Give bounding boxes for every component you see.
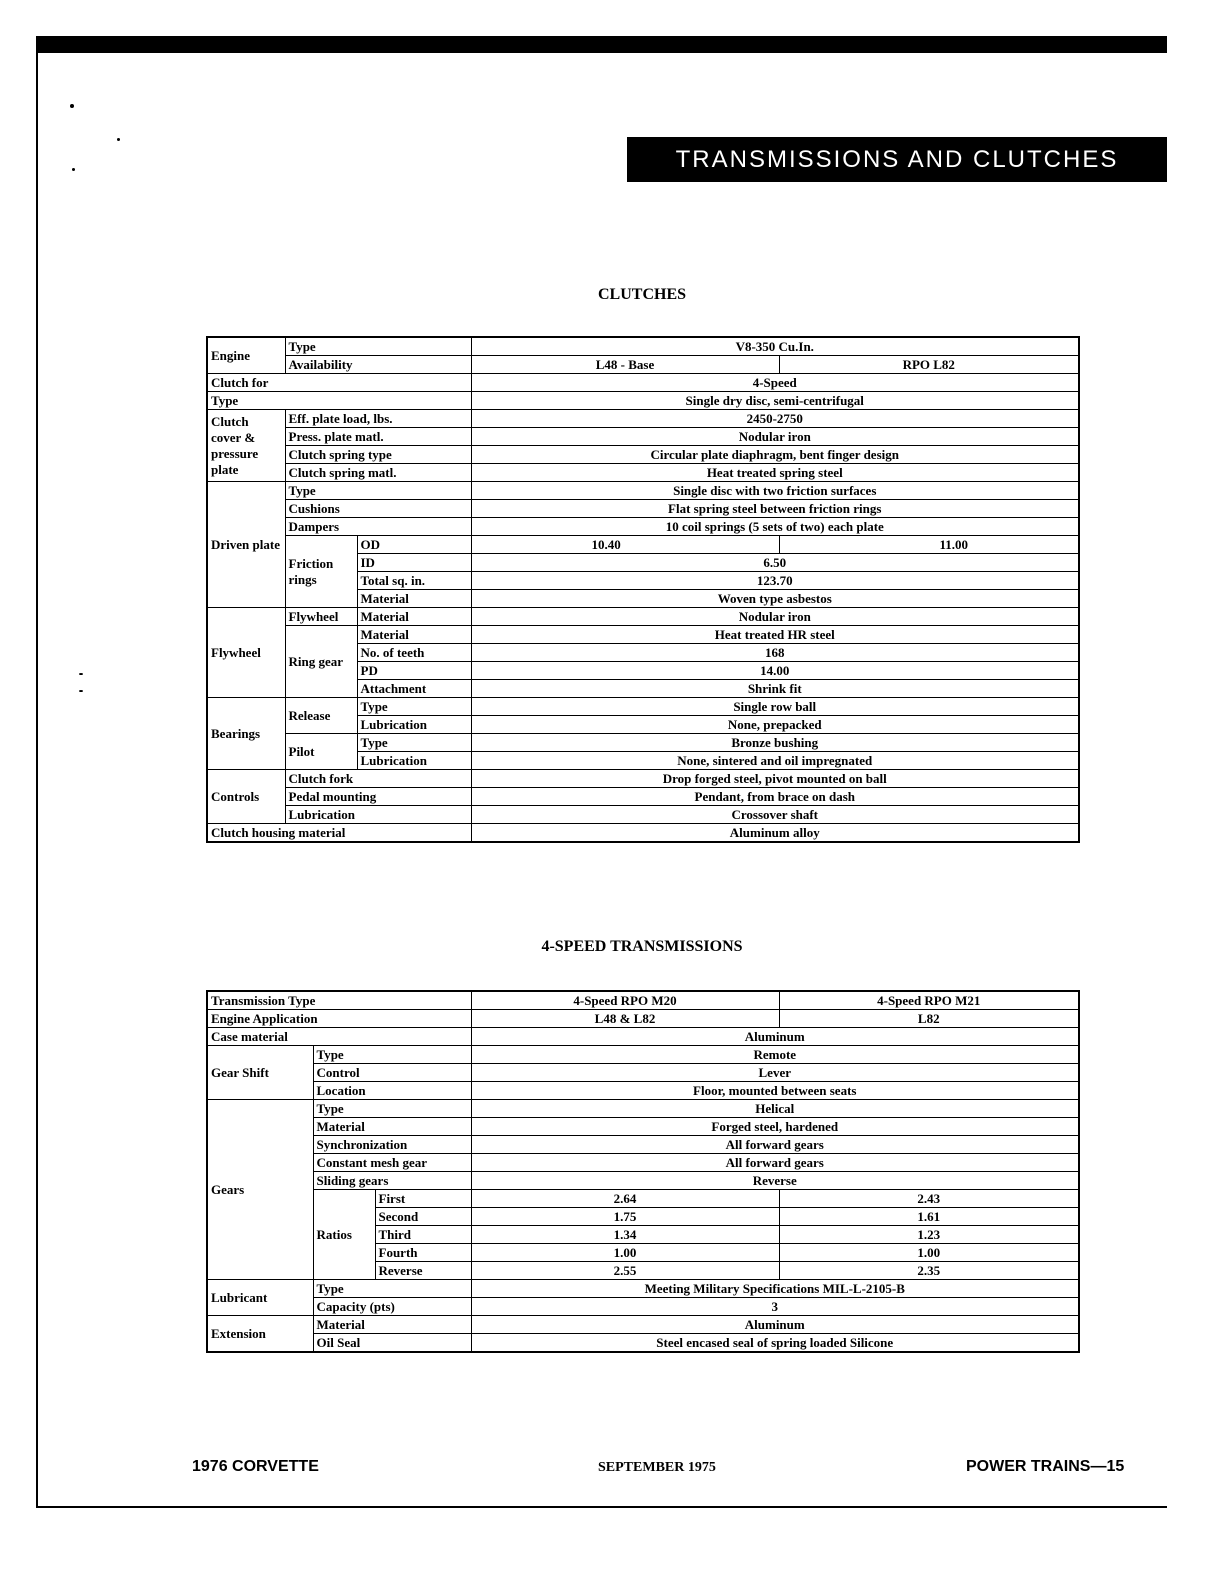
table-row <box>207 1316 1079 1334</box>
table-row <box>207 698 1079 716</box>
table-row <box>207 608 1079 626</box>
bearings-group-label: Bearings <box>207 698 285 770</box>
row-label: Type <box>285 337 471 356</box>
row-label: Reverse <box>375 1262 471 1280</box>
row-value: Nodular iron <box>471 608 1079 626</box>
row-value: Forged steel, hardened <box>471 1118 1079 1136</box>
row-label: Type <box>357 734 471 752</box>
row-label: Sliding gears <box>313 1172 471 1190</box>
row-label: Synchronization <box>313 1136 471 1154</box>
row-value: Pendant, from brace on dash <box>471 788 1079 806</box>
table-row <box>207 734 1079 752</box>
row-value: 1.00 <box>779 1244 1079 1262</box>
table-row <box>207 806 1079 824</box>
row-label: Oil Seal <box>313 1334 471 1353</box>
row-value: Aluminum <box>471 1028 1079 1046</box>
row-value: RPO L82 <box>779 356 1079 374</box>
row-value: Circular plate diaphragm, bent finger design <box>471 446 1079 464</box>
scan-speck <box>79 690 83 692</box>
row-label: Constant mesh gear <box>313 1154 471 1172</box>
table-row <box>207 428 1079 446</box>
row-value: Steel encased seal of spring loaded Silicone <box>471 1334 1079 1353</box>
row-label: Engine Application <box>207 1010 471 1028</box>
row-value: Crossover shaft <box>471 806 1079 824</box>
row-value: 123.70 <box>471 572 1079 590</box>
row-value: All forward gears <box>471 1154 1079 1172</box>
table-row <box>207 482 1079 500</box>
row-value: Single disc with two friction surfaces <box>471 482 1079 500</box>
table-row <box>207 1028 1079 1046</box>
row-value: Aluminum <box>471 1316 1079 1334</box>
row-label: Clutch fork <box>285 770 471 788</box>
row-value: L82 <box>779 1010 1079 1028</box>
table-row <box>207 991 1079 1010</box>
row-value: 1.00 <box>471 1244 779 1262</box>
table-row <box>207 1280 1079 1298</box>
row-value: 2.64 <box>471 1190 779 1208</box>
row-value: Drop forged steel, pivot mounted on ball <box>471 770 1079 788</box>
controls-group-label: Controls <box>207 770 285 824</box>
row-label: Material <box>313 1316 471 1334</box>
row-value: 168 <box>471 644 1079 662</box>
row-value: L48 & L82 <box>471 1010 779 1028</box>
row-value: Meeting Military Specifications MIL-L-2105-B <box>471 1280 1079 1298</box>
row-value: Shrink fit <box>471 680 1079 698</box>
row-label: Material <box>357 626 471 644</box>
table-row <box>207 1010 1079 1028</box>
row-label: Availability <box>285 356 471 374</box>
row-label: Capacity (pts) <box>313 1298 471 1316</box>
section-banner: TRANSMISSIONS AND CLUTCHES <box>627 137 1167 182</box>
row-value: None, sintered and oil impregnated <box>471 752 1079 770</box>
engine-group-label: Engine <box>207 337 285 374</box>
row-label: Lubrication <box>285 806 471 824</box>
table-row <box>207 392 1079 410</box>
row-label: Material <box>313 1118 471 1136</box>
top-border-bar <box>36 36 1167 53</box>
row-value: 1.34 <box>471 1226 779 1244</box>
row-label: Dampers <box>285 518 471 536</box>
table-row <box>207 337 1079 356</box>
row-label: Press. plate matl. <box>285 428 471 446</box>
table-row <box>207 1172 1079 1190</box>
row-value: Woven type asbestos <box>471 590 1079 608</box>
row-value: V8-350 Cu.In. <box>471 337 1079 356</box>
table-row <box>207 1154 1079 1172</box>
row-label: Type <box>313 1100 471 1118</box>
table-row <box>207 824 1079 843</box>
row-value: Flat spring steel between friction rings <box>471 500 1079 518</box>
row-label: Type <box>313 1280 471 1298</box>
row-value: 2450-2750 <box>471 410 1079 428</box>
extension-group-label: Extension <box>207 1316 313 1353</box>
row-value: 10 coil springs (5 sets of two) each plate <box>471 518 1079 536</box>
row-label: Clutch spring type <box>285 446 471 464</box>
table-row <box>207 410 1079 428</box>
row-label: Clutch spring matl. <box>285 464 471 482</box>
scan-speck <box>117 138 120 141</box>
transmissions-table <box>206 990 1080 1353</box>
row-value: 2.43 <box>779 1190 1079 1208</box>
row-value: Reverse <box>471 1172 1079 1190</box>
row-value: Bronze bushing <box>471 734 1079 752</box>
row-value: L48 - Base <box>471 356 779 374</box>
table-row <box>207 1118 1079 1136</box>
row-value: Helical <box>471 1100 1079 1118</box>
row-label: ID <box>357 554 471 572</box>
table-row <box>207 374 1079 392</box>
table-row <box>207 536 1079 554</box>
clutches-table <box>206 336 1080 843</box>
row-value: 6.50 <box>471 554 1079 572</box>
row-label: Eff. plate load, lbs. <box>285 410 471 428</box>
row-label: Case material <box>207 1028 471 1046</box>
row-label: Transmission Type <box>207 991 471 1010</box>
row-label: Pedal mounting <box>285 788 471 806</box>
bottom-border-rule <box>36 1506 1167 1508</box>
row-label: Material <box>357 608 471 626</box>
row-value: 1.61 <box>779 1208 1079 1226</box>
footer-date: SEPTEMBER 1975 <box>598 1460 716 1475</box>
row-value: 1.75 <box>471 1208 779 1226</box>
row-value: Single dry disc, semi-centrifugal <box>471 392 1079 410</box>
row-label: Type <box>285 482 471 500</box>
driven-plate-group-label: Driven plate <box>207 482 285 608</box>
table-row <box>207 1136 1079 1154</box>
table-row <box>207 1046 1079 1064</box>
row-value: Heat treated spring steel <box>471 464 1079 482</box>
row-label: PD <box>357 662 471 680</box>
release-label: Release <box>285 698 357 734</box>
ratios-label: Ratios <box>313 1190 375 1280</box>
scan-speck <box>72 168 75 171</box>
row-label: Location <box>313 1082 471 1100</box>
row-label: Third <box>375 1226 471 1244</box>
table-row <box>207 1190 1079 1208</box>
row-label: Clutch for <box>207 374 471 392</box>
row-value: 2.35 <box>779 1262 1079 1280</box>
footer-page: POWER TRAINS—15 <box>966 1458 1125 1475</box>
row-value: Lever <box>471 1064 1079 1082</box>
row-value: 1.23 <box>779 1226 1079 1244</box>
ring-gear-label: Ring gear <box>285 626 357 698</box>
row-value: 14.00 <box>471 662 1079 680</box>
friction-rings-label: Friction rings <box>285 536 357 608</box>
table-row <box>207 1298 1079 1316</box>
row-value: 4-Speed RPO M20 <box>471 991 779 1010</box>
row-value: Remote <box>471 1046 1079 1064</box>
table-row <box>207 770 1079 788</box>
row-label: OD <box>357 536 471 554</box>
row-value: Floor, mounted between seats <box>471 1082 1079 1100</box>
row-value: 2.55 <box>471 1262 779 1280</box>
row-label: Cushions <box>285 500 471 518</box>
table-row <box>207 788 1079 806</box>
row-value: 11.00 <box>779 536 1079 554</box>
table-row <box>207 356 1079 374</box>
row-label: Total sq. in. <box>357 572 471 590</box>
row-label: Fourth <box>375 1244 471 1262</box>
row-value: None, prepacked <box>471 716 1079 734</box>
table-row <box>207 626 1079 644</box>
left-border-rule <box>36 36 38 1508</box>
transmissions-title: 4-SPEED TRANSMISSIONS <box>541 938 743 955</box>
row-label: No. of teeth <box>357 644 471 662</box>
table-row <box>207 500 1079 518</box>
row-label: Control <box>313 1064 471 1082</box>
flywheel-group-label: Flywheel <box>207 608 285 698</box>
row-value: 4-Speed <box>471 374 1079 392</box>
footer-model: 1976 CORVETTE <box>192 1458 319 1475</box>
row-label: Flywheel <box>285 608 357 626</box>
gears-group-label: Gears <box>207 1100 313 1280</box>
row-label: Type <box>357 698 471 716</box>
clutches-title: CLUTCHES <box>597 286 687 303</box>
row-value: 10.40 <box>471 536 779 554</box>
table-row <box>207 1064 1079 1082</box>
table-row <box>207 464 1079 482</box>
row-value: Single row ball <box>471 698 1079 716</box>
scan-speck <box>79 673 83 675</box>
row-value: 4-Speed RPO M21 <box>779 991 1079 1010</box>
row-label: Lubrication <box>357 716 471 734</box>
row-label: Type <box>313 1046 471 1064</box>
row-label: Material <box>357 590 471 608</box>
table-row <box>207 446 1079 464</box>
row-value: Heat treated HR steel <box>471 626 1079 644</box>
lubricant-group-label: Lubricant <box>207 1280 313 1316</box>
table-row <box>207 1082 1079 1100</box>
table-row <box>207 1100 1079 1118</box>
row-label: Attachment <box>357 680 471 698</box>
table-row <box>207 518 1079 536</box>
row-value: All forward gears <box>471 1136 1079 1154</box>
scan-speck <box>70 104 74 108</box>
row-label: Lubrication <box>357 752 471 770</box>
clutch-cover-group-label: Clutch cover & pressure plate <box>207 410 285 482</box>
row-label: First <box>375 1190 471 1208</box>
row-label: Clutch housing material <box>207 824 471 843</box>
row-value: 3 <box>471 1298 1079 1316</box>
pilot-label: Pilot <box>285 734 357 770</box>
row-value: Aluminum alloy <box>471 824 1079 843</box>
row-label: Type <box>207 392 471 410</box>
gear-shift-group-label: Gear Shift <box>207 1046 313 1100</box>
row-value: Nodular iron <box>471 428 1079 446</box>
table-row <box>207 1334 1079 1353</box>
row-label: Second <box>375 1208 471 1226</box>
